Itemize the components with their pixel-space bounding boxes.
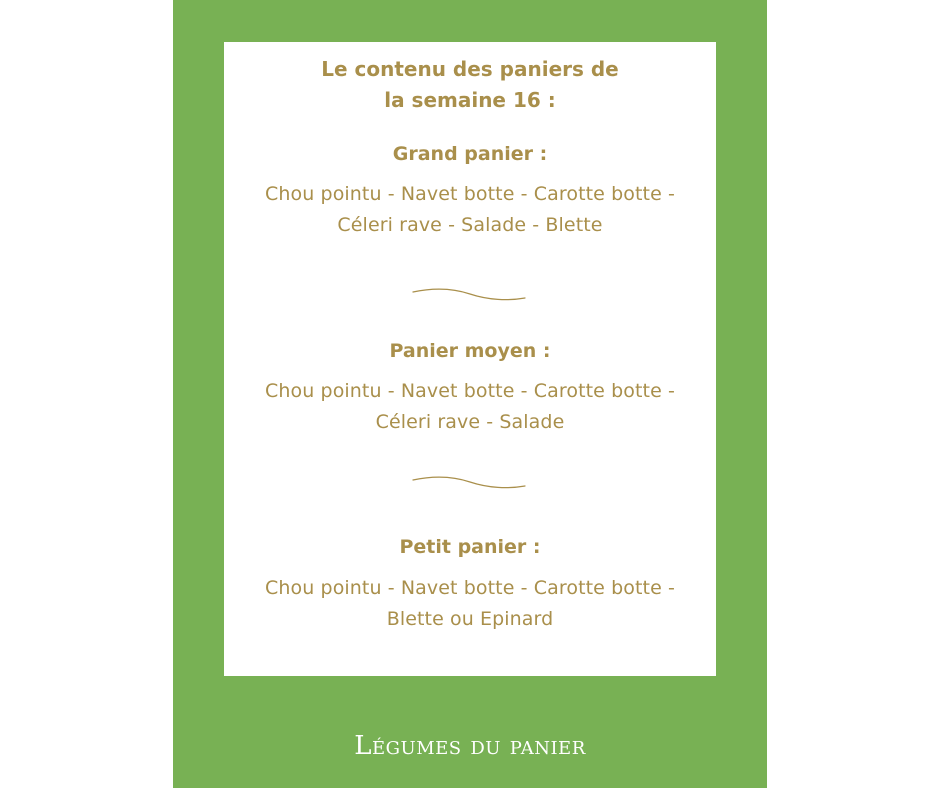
petit-panier-items-line-1: Chou pointu - Navet botte - Carotte botte - bbox=[265, 577, 675, 599]
footer-title: Légumes du panier bbox=[354, 731, 586, 761]
panier-moyen-items-line-1: Chou pointu - Navet botte - Carotte botte - bbox=[265, 380, 675, 402]
petit-panier-items bbox=[224, 573, 716, 635]
wave-divider-icon bbox=[412, 476, 526, 490]
green-card-background bbox=[173, 0, 767, 788]
title-line-1: Le contenu des paniers de bbox=[321, 57, 619, 81]
wave-divider-icon bbox=[412, 288, 526, 302]
page-title bbox=[224, 54, 716, 116]
grand-panier-heading: Grand panier : bbox=[392, 143, 548, 165]
grand-panier-items-line-2: Céleri rave - Salade - Blette bbox=[337, 214, 603, 236]
petit-panier-heading: Petit panier : bbox=[399, 536, 541, 558]
grand-panier-items bbox=[224, 179, 716, 241]
panier-moyen-items bbox=[224, 376, 716, 438]
title-line-2: la semaine 16 : bbox=[384, 88, 556, 112]
panier-moyen-heading: Panier moyen : bbox=[389, 340, 551, 362]
white-content-panel bbox=[224, 42, 716, 676]
panier-moyen-items-line-2: Céleri rave - Salade bbox=[375, 411, 565, 433]
grand-panier-items-line-1: Chou pointu - Navet botte - Carotte botte - bbox=[265, 183, 675, 205]
petit-panier-items-line-2: Blette ou Epinard bbox=[386, 608, 554, 630]
